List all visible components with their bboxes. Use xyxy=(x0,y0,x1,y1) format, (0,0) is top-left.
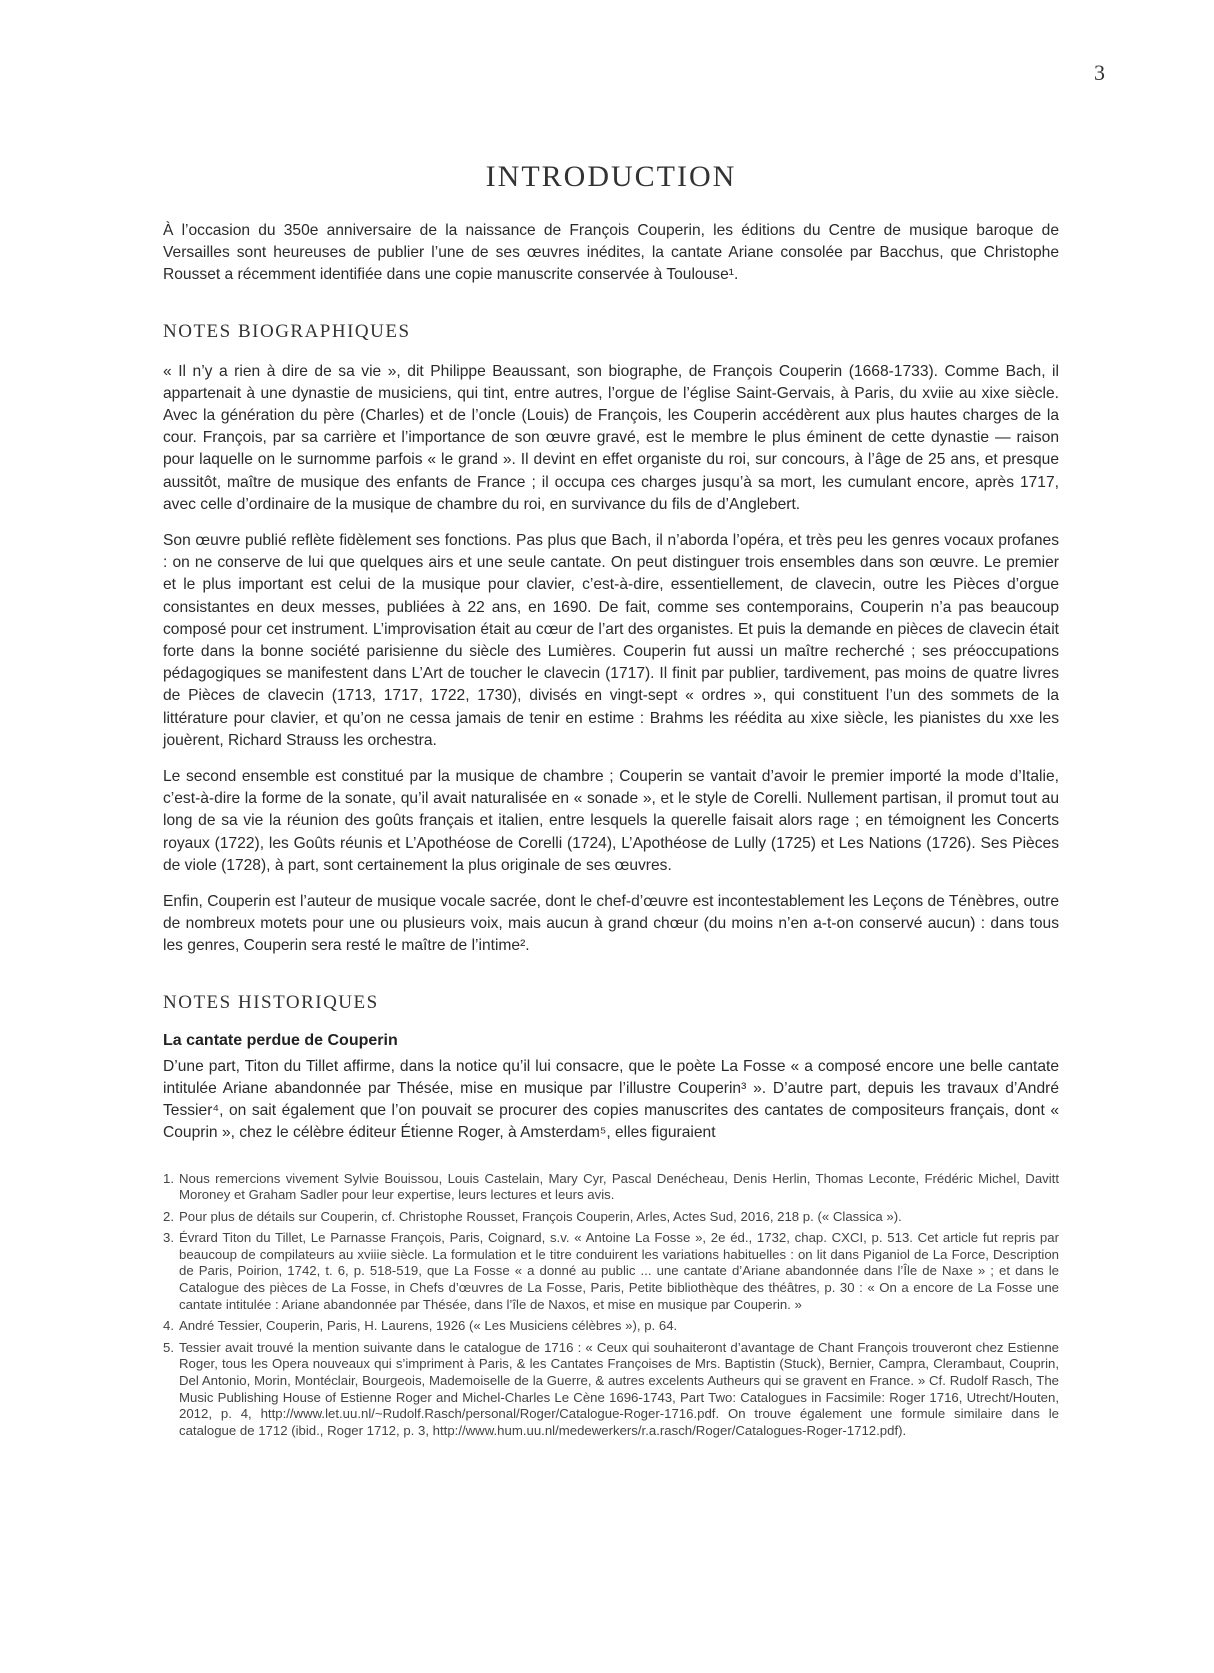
paragraph: D’une part, Titon du Tillet affirme, dans la notice qu’il lui consacre, que le poète La Fosse « a composé encore une belle cantate intitulée Ariane abandonnée par Thésée, mise en musique par l’illustre Couperin³ ». D’autre part, depuis les travaux d’André Tessier⁴, on sait également que l’on pouvait se procurer des copies manuscrites des cantates de compositeurs français, dont « Couprin », chez le célèbre éditeur Étienne Roger, à Amsterdam⁵, elles figuraient xyxy=(163,1057,1059,1142)
page-content xyxy=(163,160,1059,1444)
footnote-number: 3. xyxy=(163,1230,174,1246)
footnote-text: André Tessier, Couperin, Paris, H. Laurens, 1926 (« Les Musiciens célèbres »), p. 64. xyxy=(179,1318,678,1334)
subsection-heading: La cantate perdue de Couperin xyxy=(163,1031,398,1049)
paragraph: Le second ensemble est constitué par la musique de chambre ; Couperin se vantait d’avoir le premier importé la mode d’Italie, c’est-à-dire la forme de la sonate, qu’il avait naturalisée en « sonade », et le style de Corelli. Nullement partisan, il promut tout au long de sa vie la réunion des goûts français et italien, entre lesquels la querelle faisait alors rage ; en témoignent les Concerts royaux (1722), les Goûts réunis et L’Apothéose de Corelli (1724), L’Apothéose de Lully (1725) et Les Nations (1726). Ses Pièces de viole (1728), à part, sont certainement la plus originale de ses œuvres. xyxy=(163,768,1059,874)
section-heading-biographiques: NOTES BIOGRAPHIQUES xyxy=(163,320,411,342)
footnote-text: Évrard Titon du Tillet, Le Parnasse François, Paris, Coignard, s.v. « Antoine La Fosse », 2e éd., 1732, chap. CXCI, p. 513. Cet article fut repris par beaucoup de compilateurs au xviiie siècle. La formulation et le titre conduirent les variations habituelles : on lit dans Piganiol de La Force, Description de Paris, Poirion, 1742, t. 6, p. 518-519, que La Fosse « a donné au public ... une cantate d’Ariane abandonnée dans l’Île de Naxe » ; et dans le Catalogue des pièces de La Fosse, in Chefs d’œuvres de La Fosse, Paris, Petite bibliothèque des théâtres, p. 30 : « On a encore de La Fosse une cantate intitulée : Ariane abandonnée par Thésée, dans l’île de Naxos, et mise en musique par Couperin. » xyxy=(179,1230,1059,1312)
paragraph: « Il n’y a rien à dire de sa vie », dit Philippe Beaussant, son biographe, de François Couperin (1668-1733). Comme Bach, il appartenait à une dynastie de musiciens, qui tint, entre autres, l’orgue de l’église Saint-Gervais, à Paris, du xviie au xixe siècle. Avec la génération du père (Charles) et de l’oncle (Louis) de François, les Couperin accédèrent aux plus hautes charges de la cour. François, par sa carrière et l’importance de son œuvre gravé, est le membre le plus éminent de cette dynastie — raison pour laquelle on le surnomme parfois « le grand ». Il devint en effet organiste du roi, sur concours, à l’âge de 25 ans, et presque aussitôt, maître de musique des enfants de France ; il occupa ces charges jusqu’à sa mort, les cumulant encore, après 1717, avec celle d’ordinaire de la musique de chambre du roi, en survivance du fils de d’Anglebert. xyxy=(163,362,1059,513)
page-number: 3 xyxy=(1094,60,1105,85)
footnote xyxy=(163,1171,1059,1204)
paragraph: Enfin, Couperin est l’auteur de musique vocale sacrée, dont le chef-d’œuvre est incontestablement les Leçons de Ténèbres, outre de nombreux motets pour une ou plusieurs voix, mais aucun à grand chœur (du moins n’en a-t-on conservé aucun) : dans tous les genres, Couperin sera resté le maître de l’intime². xyxy=(163,893,1059,955)
footnote-text: Tessier avait trouvé la mention suivante dans le catalogue de 1716 : « Ceux qui souhaiteront d’avantage de Chant François trouveront chez Estienne Roger, tous les Opera nouveaux qui s’impriment à Paris, & les Cantates Françoises de Mrs. Baptistin (Stuck), Bernier, Campra, Clerambaut, Couprin, Del Antonio, Morin, Montéclair, Bourgeois, Mademoiselle de la Guerre, & autres excelents Autheurs qui se gravent en France. » Cf. Rudolf Rasch, The Music Publishing House of Estienne Roger and Michel-Charles Le Cène 1696-1743, Part Two: Catalogues in Facsimile: Roger 1716, Utrecht/Houten, 2012, p. 4, http://www.let.uu.nl/~Rudolf.Rasch/personal/Roger/Catalogue-Roger-1716.pdf. On trouve également une formule similaire dans le catalogue de 1712 (ibid., Roger 1712, p. 3, http://www.hum.uu.nl/medewerkers/r.a.rasch/Roger/Catalogues-Roger-1712.pdf). xyxy=(179,1339,1059,1438)
page-title: INTRODUCTION xyxy=(485,160,737,193)
footnote-text: Nous remercions vivement Sylvie Bouissou, Louis Castelain, Mary Cyr, Pascal Denécheau, Denis Herlin, Thomas Leconte, Frédéric Michel, Davitt Moroney et Graham Sadler pour leur expertise, leurs lectures et leurs avis. xyxy=(179,1170,1059,1203)
footnote-number: 4. xyxy=(163,1318,174,1334)
footnote xyxy=(163,1318,1059,1335)
intro-paragraph: À l’occasion du 350e anniversaire de la naissance de François Couperin, les éditions du Centre de musique baroque de Versailles sont heureuses de publier l’une de ses œuvres inédites, la cantate Ariane consolée par Bacchus, que Christophe Rousset a récemment identifiée dans une copie manuscrite conservée à Toulouse¹. xyxy=(163,222,1059,284)
footnote-number: 5. xyxy=(163,1339,174,1355)
footnote-text: Pour plus de détails sur Couperin, cf. Christophe Rousset, François Couperin, Arles, Actes Sud, 2016, 218 p. (« Classica »). xyxy=(179,1208,902,1224)
footnote xyxy=(163,1230,1059,1313)
paragraph: Son œuvre publié reflète fidèlement ses fonctions. Pas plus que Bach, il n’aborda l’opéra, et très peu les genres vocaux profanes : on ne conserve de lui que quelques airs et une seule cantate. On peut distinguer trois ensembles dans son œuvre. Le premier et le plus important est celui de la musique pour clavier, c’est-à-dire, essentiellement, de clavecin, outre les Pièces d’orgue consistantes en deux messes, publiées à 22 ans, en 1690. De fait, comme ses contemporains, Couperin n’a pas beaucoup composé pour cet instrument. L’improvisation était au cœur de l’art des organistes. Et puis la demande en pièces de clavecin était forte dans la bonne société parisienne du siècle des Lumières. Couperin fut aussi un maître recherché ; ses préoccupations pédagogiques se manifestent dans L’Art de toucher le clavecin (1717). Il finit par publier, tardivement, pas moins de quatre livres de Pièces de clavecin (1713, 1717, 1722, 1730), divisés en vingt-sept « ordres », qui constituent l’un des sommets de la littérature pour clavier, et qu’on ne cessa jamais de tenir en estime : Brahms les réédita au xixe siècle, les pianistes du xxe les jouèrent, Richard Strauss les orchestra. xyxy=(163,532,1059,749)
section-heading-historiques: NOTES HISTORIQUES xyxy=(163,991,379,1013)
footnotes xyxy=(163,1171,1059,1440)
footnote xyxy=(163,1209,1059,1226)
footnote xyxy=(163,1340,1059,1440)
footnote-number: 2. xyxy=(163,1208,174,1224)
footnote-number: 1. xyxy=(163,1170,174,1186)
